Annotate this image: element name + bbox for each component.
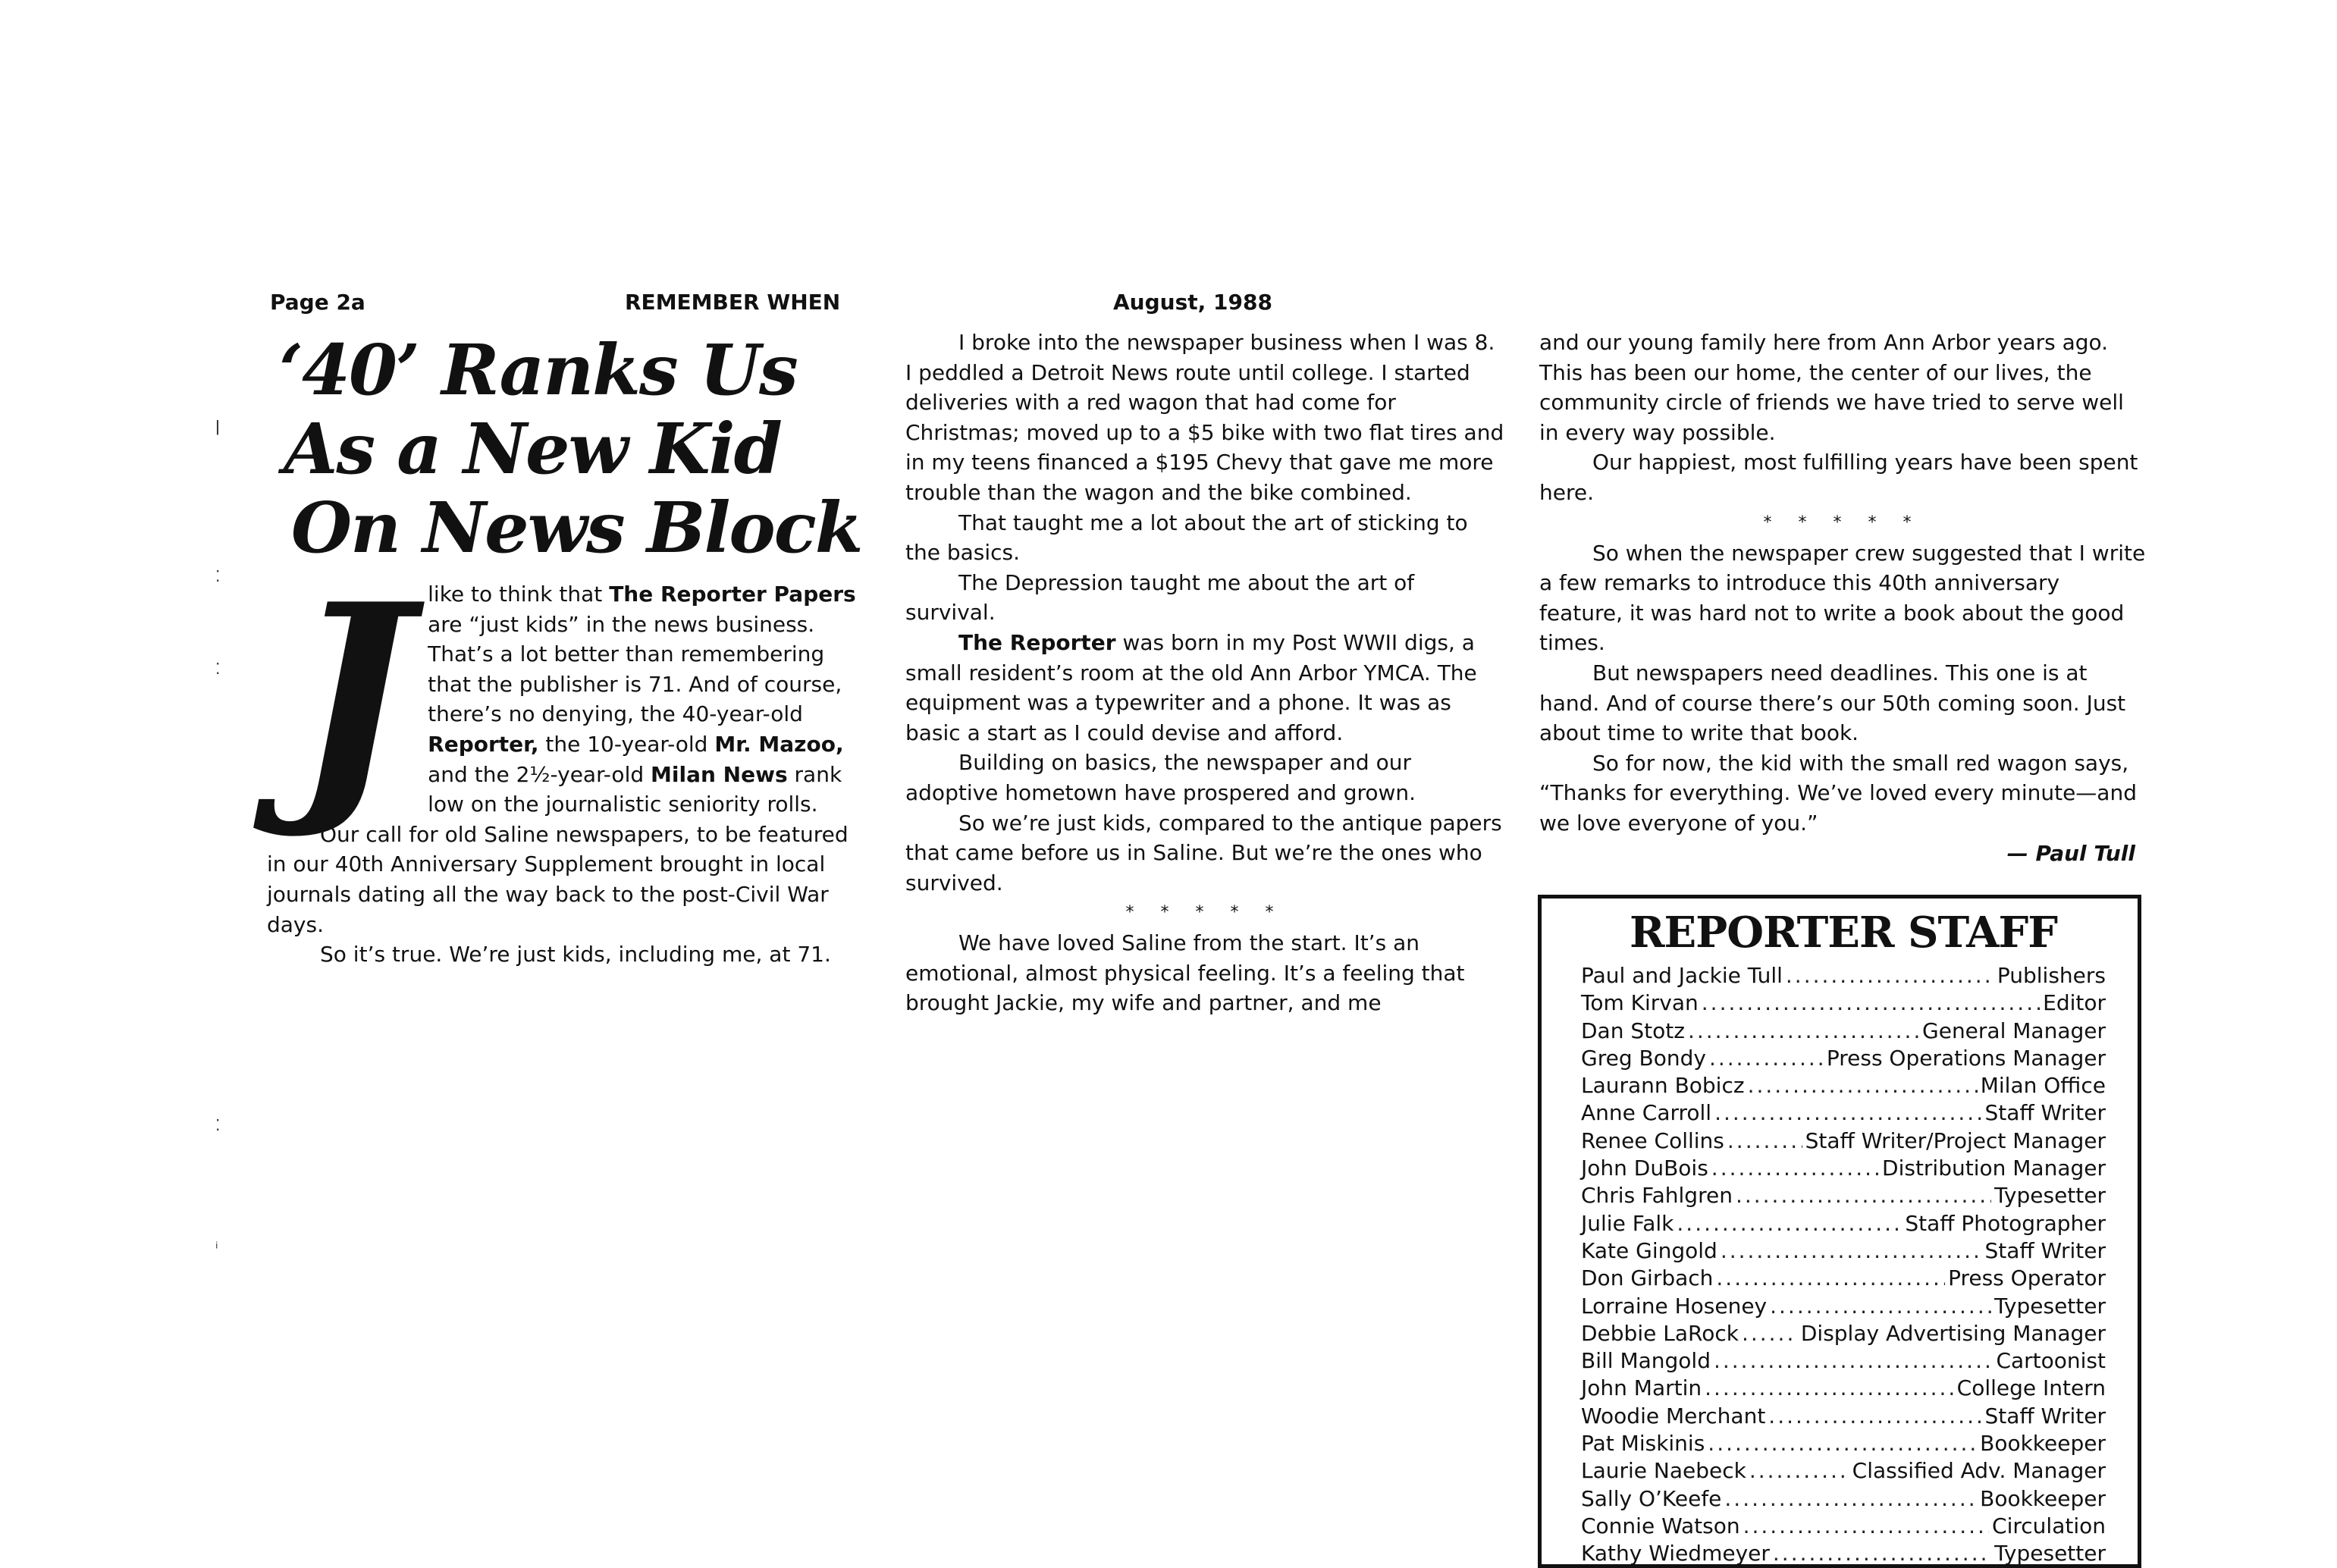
staff-row bbox=[1581, 1099, 2106, 1127]
staff-list bbox=[1581, 962, 2106, 1568]
paragraph: and our young family here from Ann Arbor years ago. This has been our home, the center of our lives, the community circle of friends we have tried to serve well in every way possible. bbox=[1539, 330, 2124, 445]
leader-dots bbox=[1705, 1375, 1954, 1402]
paragraph: That taught me a lot about the art of sticking to the basics. bbox=[905, 510, 1468, 566]
staff-name: Paul and Jackie Tull bbox=[1581, 963, 1783, 988]
article-column-2 bbox=[905, 328, 1504, 1018]
staff-row bbox=[1581, 1375, 2106, 1402]
staff-box bbox=[1538, 895, 2141, 1568]
staff-name: Julie Falk bbox=[1581, 1210, 1674, 1236]
staff-name: Don Girbach bbox=[1581, 1265, 1714, 1291]
staff-role: Classified Adv. Manager bbox=[1852, 1458, 2106, 1484]
staff-role: Cartoonist bbox=[1996, 1348, 2106, 1374]
leader-dots bbox=[1714, 1347, 1993, 1375]
drop-cap: J bbox=[293, 549, 412, 843]
staff-row bbox=[1581, 1293, 2106, 1320]
scan-speck: ǀ bbox=[215, 417, 220, 435]
staff-role: Bookkeeper bbox=[1980, 1485, 2106, 1511]
staff-role: Staff Writer/Project Manager bbox=[1805, 1127, 2106, 1153]
paragraph: The Depression taught me about the art of survival. bbox=[905, 569, 1415, 626]
staff-role: Typesetter bbox=[1994, 1293, 2106, 1319]
staff-row bbox=[1581, 1540, 2106, 1567]
section-label: REMEMBER WHEN bbox=[625, 290, 841, 315]
leader-dots bbox=[1724, 1485, 1977, 1513]
paragraph: The Reporter was born in my Post WWII digs, a small resident’s room at the old Ann Arbor YMCA. The equipment was a typewriter and a phone. It was as basic a start as I could devise and afford. bbox=[905, 629, 1477, 745]
staff-role: Publishers bbox=[1997, 963, 2106, 988]
staff-name: Kathy Wiedmeyer bbox=[1581, 1541, 1770, 1566]
staff-name: Lorraine Hoseney bbox=[1581, 1293, 1768, 1319]
issue-date: August, 1988 bbox=[1113, 290, 1272, 315]
paragraph: So it’s true. We’re just kids, including me, at 71. bbox=[320, 942, 831, 967]
staff-role: Distribution Manager bbox=[1882, 1156, 2106, 1181]
leader-dots bbox=[1688, 1018, 1919, 1045]
leader-dots bbox=[1677, 1210, 1902, 1237]
staff-role: Press Operator bbox=[1948, 1265, 2106, 1291]
staff-row bbox=[1581, 1265, 2106, 1292]
paragraph: Our call for old Saline newspapers, to be featured in our 40th Anniversary Supplement brought in local journals dating all the way back to the post-Civil War days. bbox=[267, 821, 849, 937]
staff-name: Woodie Merchant bbox=[1581, 1403, 1766, 1428]
staff-name: Bill Mangold bbox=[1581, 1348, 1711, 1374]
staff-row bbox=[1581, 1430, 2106, 1457]
staff-name: Pat Miskinis bbox=[1581, 1431, 1705, 1457]
staff-row bbox=[1581, 962, 2106, 989]
staff-name: Sally O’Keefe bbox=[1581, 1485, 1722, 1511]
staff-role: Circulation bbox=[1992, 1513, 2106, 1538]
leader-dots bbox=[1711, 1155, 1879, 1182]
paragraph: So when the newspaper crew suggested that I write a few remarks to introduce this 40th anniversary feature, it was hard not to write a book about the good times. bbox=[1539, 540, 2146, 656]
opening-paragraph: J like to think that The Reporter Papers are “just kids” in the news business. That’s a lot better than remembering that the publisher is 71. And of course, there’s no denying, the 40-year-old Reporter, the 10-year-old Mr. Mazoo, and the 2½-year-old Milan News rank low on the journalistic seniority rolls. bbox=[293, 549, 856, 843]
staff-row bbox=[1581, 1155, 2106, 1182]
staff-name: Debbie LaRock bbox=[1581, 1320, 1739, 1346]
staff-role: Milan Office bbox=[1980, 1073, 2106, 1099]
staff-name: Anne Carroll bbox=[1581, 1100, 1712, 1126]
staff-row bbox=[1581, 1045, 2106, 1072]
staff-name: Dan Stotz bbox=[1581, 1018, 1685, 1043]
staff-row bbox=[1581, 1485, 2106, 1513]
leader-dots bbox=[1727, 1127, 1802, 1155]
staff-name: Renee Collins bbox=[1581, 1127, 1724, 1153]
section-break-stars: * * * * * bbox=[1763, 513, 1922, 532]
staff-name: Greg Bondy bbox=[1581, 1045, 1706, 1071]
leader-dots bbox=[1768, 1403, 1981, 1430]
staff-row bbox=[1581, 1347, 2106, 1375]
headline-line-2: As a New Kid bbox=[284, 408, 781, 490]
staff-role: College Intern bbox=[1956, 1375, 2106, 1401]
staff-role: Editor bbox=[2043, 990, 2106, 1016]
scan-speck: ⁚ bbox=[215, 567, 221, 585]
leader-dots bbox=[1708, 1430, 1977, 1457]
leader-dots bbox=[1742, 1320, 1798, 1347]
staff-name: Laurann Bobicz bbox=[1581, 1073, 1745, 1099]
article-column-3 bbox=[1539, 328, 2146, 868]
staff-name: Chris Fahlgren bbox=[1581, 1183, 1733, 1209]
staff-role: Staff Writer bbox=[1984, 1100, 2106, 1126]
staff-row bbox=[1581, 1457, 2106, 1485]
staff-role: Typesetter bbox=[1994, 1183, 2106, 1209]
leader-dots bbox=[1702, 989, 2040, 1017]
signature: — Paul Tull bbox=[2006, 840, 2135, 866]
paragraph: We have loved Saline from the start. It’s an emotional, almost physical feeling. It’s a feeling that brought Jackie, my wife and partner, and me bbox=[905, 930, 1465, 1016]
staff-row bbox=[1581, 1127, 2106, 1155]
leader-dots bbox=[1743, 1513, 1989, 1540]
scan-speck: ⁱ bbox=[215, 1239, 218, 1257]
staff-name: John DuBois bbox=[1581, 1156, 1708, 1181]
staff-row bbox=[1581, 1320, 2106, 1347]
staff-name: Laurie Naebeck bbox=[1581, 1458, 1746, 1484]
page-label: Page 2a bbox=[270, 290, 365, 315]
staff-row bbox=[1581, 1018, 2106, 1045]
staff-name: Connie Watson bbox=[1581, 1513, 1740, 1538]
staff-title: REPORTER STAFF bbox=[1629, 908, 2058, 958]
staff-row bbox=[1581, 1513, 2106, 1540]
staff-role: Staff Photographer bbox=[1905, 1210, 2106, 1236]
staff-row bbox=[1581, 1237, 2106, 1265]
leader-dots bbox=[1749, 1457, 1849, 1485]
staff-name: John Martin bbox=[1581, 1375, 1702, 1401]
staff-row bbox=[1581, 989, 2106, 1017]
reporter-papers-name: The Reporter Papers bbox=[609, 582, 856, 607]
staff-role: Display Advertising Manager bbox=[1800, 1320, 2106, 1346]
staff-role: Typesetter bbox=[1994, 1541, 2106, 1566]
staff-row bbox=[1581, 1403, 2106, 1430]
leader-dots bbox=[1736, 1182, 1991, 1209]
headline bbox=[279, 331, 870, 567]
paragraph: Building on basics, the newspaper and our adoptive hometown have prospered and grown. bbox=[905, 750, 1416, 805]
paragraph: I broke into the newspaper business when I was 8. I peddled a Detroit News route until college. I started deliveries with a red wagon that had come for Christmas; moved up to a $5 bike with two flat tires and in my teens financed a $195 Chevy that gave me more trouble than the wagon and the bike combined. bbox=[905, 330, 1504, 505]
paragraph: Our happiest, most fulfilling years have been spent here. bbox=[1539, 450, 2138, 505]
leader-dots bbox=[1786, 962, 1994, 989]
article-column-1 bbox=[267, 549, 866, 970]
staff-role: Bookkeeper bbox=[1980, 1431, 2106, 1457]
leader-dots bbox=[1770, 1293, 1991, 1320]
section-break-stars: * * * * * bbox=[1125, 903, 1285, 923]
headline-line-3: On News Block bbox=[291, 487, 862, 569]
staff-role: Staff Writer bbox=[1984, 1237, 2106, 1263]
leader-dots bbox=[1716, 1265, 1945, 1292]
staff-name: Kate Gingold bbox=[1581, 1237, 1717, 1263]
staff-row bbox=[1581, 1072, 2106, 1099]
paragraph: But newspapers need deadlines. This one is at hand. And of course there’s our 50th coming soon. Just about time to write that book. bbox=[1539, 660, 2126, 746]
staff-row bbox=[1581, 1182, 2106, 1209]
scan-speck: ⁚ bbox=[215, 1116, 221, 1134]
paragraph: So for now, the kid with the small red wagon says, “Thanks for everything. We’ve loved every minute—and we love everyone of you.” bbox=[1539, 750, 2137, 836]
staff-role: General Manager bbox=[1922, 1018, 2106, 1043]
scan-speck: ⁚ bbox=[215, 660, 221, 678]
leader-dots bbox=[1773, 1540, 1991, 1567]
staff-role: Staff Writer bbox=[1984, 1403, 2106, 1428]
leader-dots bbox=[1748, 1072, 1978, 1099]
staff-role: Press Operations Manager bbox=[1826, 1045, 2106, 1071]
headline-line-1: ‘40’ Ranks Us bbox=[279, 329, 797, 411]
staff-name: Tom Kirvan bbox=[1581, 990, 1699, 1016]
staff-row bbox=[1581, 1210, 2106, 1237]
leader-dots bbox=[1721, 1237, 1982, 1265]
leader-dots bbox=[1714, 1099, 1981, 1127]
leader-dots bbox=[1709, 1045, 1824, 1072]
paragraph: So we’re just kids, compared to the antique papers that came before us in Saline. But we’re the ones who survived. bbox=[905, 810, 1502, 895]
